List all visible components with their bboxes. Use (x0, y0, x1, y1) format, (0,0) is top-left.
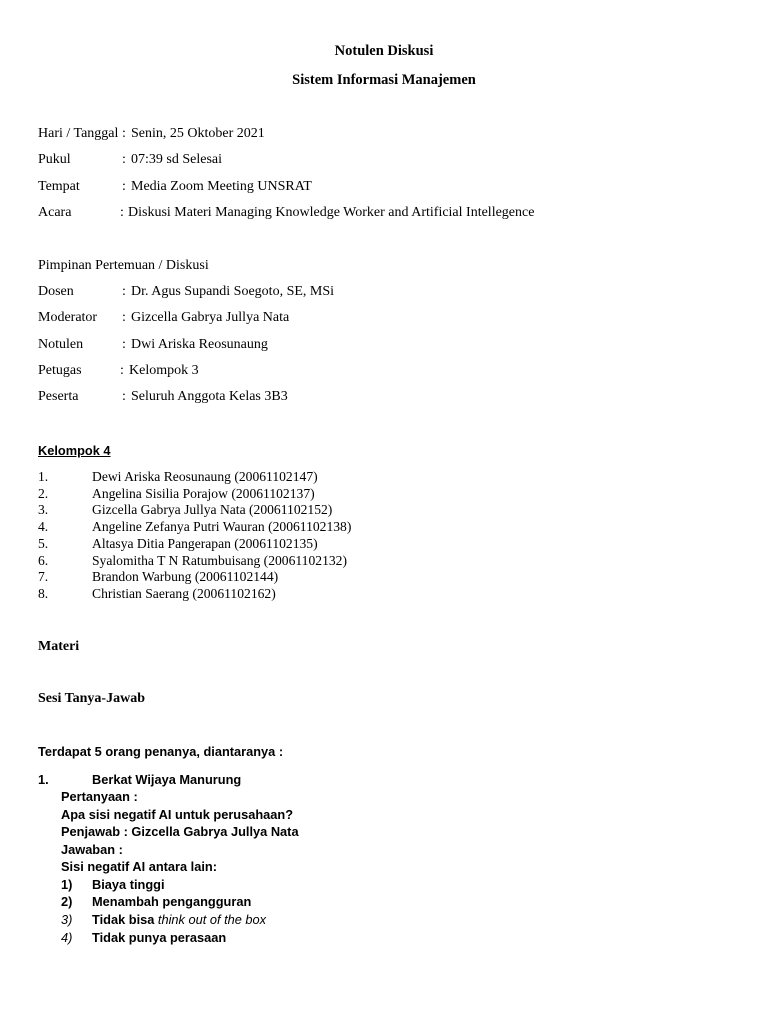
info-label-pukul: Pukul (38, 152, 71, 167)
leader-value-peserta: Seluruh Anggota Kelas 3B3 (131, 389, 288, 404)
answer-intro: Sisi negatif AI antara lain: (61, 859, 217, 874)
info-label-tempat: Tempat (38, 179, 80, 194)
answerer: Penjawab : Gizcella Gabrya Jullya Nata (61, 824, 299, 839)
member-name: Syalomitha T N Ratumbuisang (20061102132) (92, 553, 347, 568)
info-value-pukul: 07:39 sd Selesai (131, 152, 222, 167)
leader-sep: : (122, 389, 126, 404)
member-name: Angelina Sisilia Porajow (20061102137) (92, 486, 315, 501)
info-sep: : (122, 179, 126, 194)
point-text: Tidak punya perasaan (92, 930, 227, 945)
document-subtitle: Sistem Informasi Manajemen (292, 72, 476, 88)
leader-value-petugas: Kelompok 3 (129, 363, 199, 378)
info-sep: : (122, 126, 126, 141)
leader-label-petugas: Petugas (38, 363, 82, 378)
member-number: 2. (38, 486, 49, 501)
asker-name: Berkat Wijaya Manurung (92, 772, 242, 787)
member-number: 6. (38, 553, 49, 568)
member-name: Altasya Ditia Pangerapan (20061102135) (92, 536, 318, 551)
member-name: Brandon Warbung (20061102144) (92, 569, 279, 584)
info-sep: : (122, 152, 126, 167)
info-label-acara: Acara (38, 205, 72, 220)
point-number: 4) (61, 930, 73, 945)
leader-sep: : (122, 310, 126, 325)
group-heading: Kelompok 4 (38, 443, 111, 458)
member-name: Gizcella Gabrya Jullya Nata (20061102152) (92, 502, 333, 517)
point-number: 3) (61, 912, 73, 927)
leader-sep: : (122, 337, 126, 352)
info-value-hari: Senin, 25 Oktober 2021 (131, 126, 265, 141)
point-number: 2) (61, 894, 73, 909)
answer-label: Jawaban : (61, 842, 123, 857)
point-text: Biaya tinggi (92, 877, 165, 892)
sesi-heading: Sesi Tanya-Jawab (38, 691, 145, 706)
point-number: 1) (61, 877, 73, 892)
document-title: Notulen Diskusi (334, 43, 434, 59)
leader-label-moderator: Moderator (38, 310, 98, 325)
info-value-acara: Diskusi Materi Managing Knowledge Worker and Artificial Intellegence (128, 205, 535, 220)
leader-label-dosen: Dosen (38, 284, 74, 299)
member-number: 8. (38, 586, 49, 601)
info-label-hari: Hari / Tanggal (38, 126, 119, 141)
member-number: 3. (38, 502, 49, 517)
asker-number: 1. (38, 772, 49, 787)
materi-heading: Materi (38, 639, 80, 654)
leader-label-peserta: Peserta (38, 389, 79, 404)
leader-value-notulen: Dwi Ariska Reosunaung (131, 337, 268, 352)
point-text: Tidak bisa (92, 912, 158, 927)
member-name: Dewi Ariska Reosunaung (20061102147) (92, 469, 318, 484)
qa-intro: Terdapat 5 orang penanya, diantaranya : (38, 744, 284, 759)
member-number: 5. (38, 536, 49, 551)
leadership-heading: Pimpinan Pertemuan / Diskusi (38, 258, 209, 273)
info-sep: : (120, 205, 124, 220)
member-number: 7. (38, 569, 49, 584)
leader-value-moderator: Gizcella Gabrya Jullya Nata (131, 310, 290, 325)
leader-value-dosen: Dr. Agus Supandi Soegoto, SE, MSi (131, 284, 335, 299)
info-value-tempat: Media Zoom Meeting UNSRAT (131, 179, 312, 194)
member-name: Christian Saerang (20061102162) (92, 586, 276, 601)
point-text: Menambah pengangguran (92, 894, 252, 909)
member-number: 4. (38, 519, 49, 534)
member-name: Angeline Zefanya Putri Wauran (20061102138) (92, 519, 352, 534)
member-number: 1. (38, 469, 49, 484)
question-text: Apa sisi negatif AI untuk perusahaan? (61, 807, 294, 822)
question-label: Pertanyaan : (61, 789, 138, 804)
leader-sep: : (120, 363, 124, 378)
point-text-italic: think out of the box (157, 912, 267, 927)
leader-label-notulen: Notulen (38, 337, 84, 352)
leader-sep: : (122, 284, 126, 299)
point-row (92, 911, 266, 929)
